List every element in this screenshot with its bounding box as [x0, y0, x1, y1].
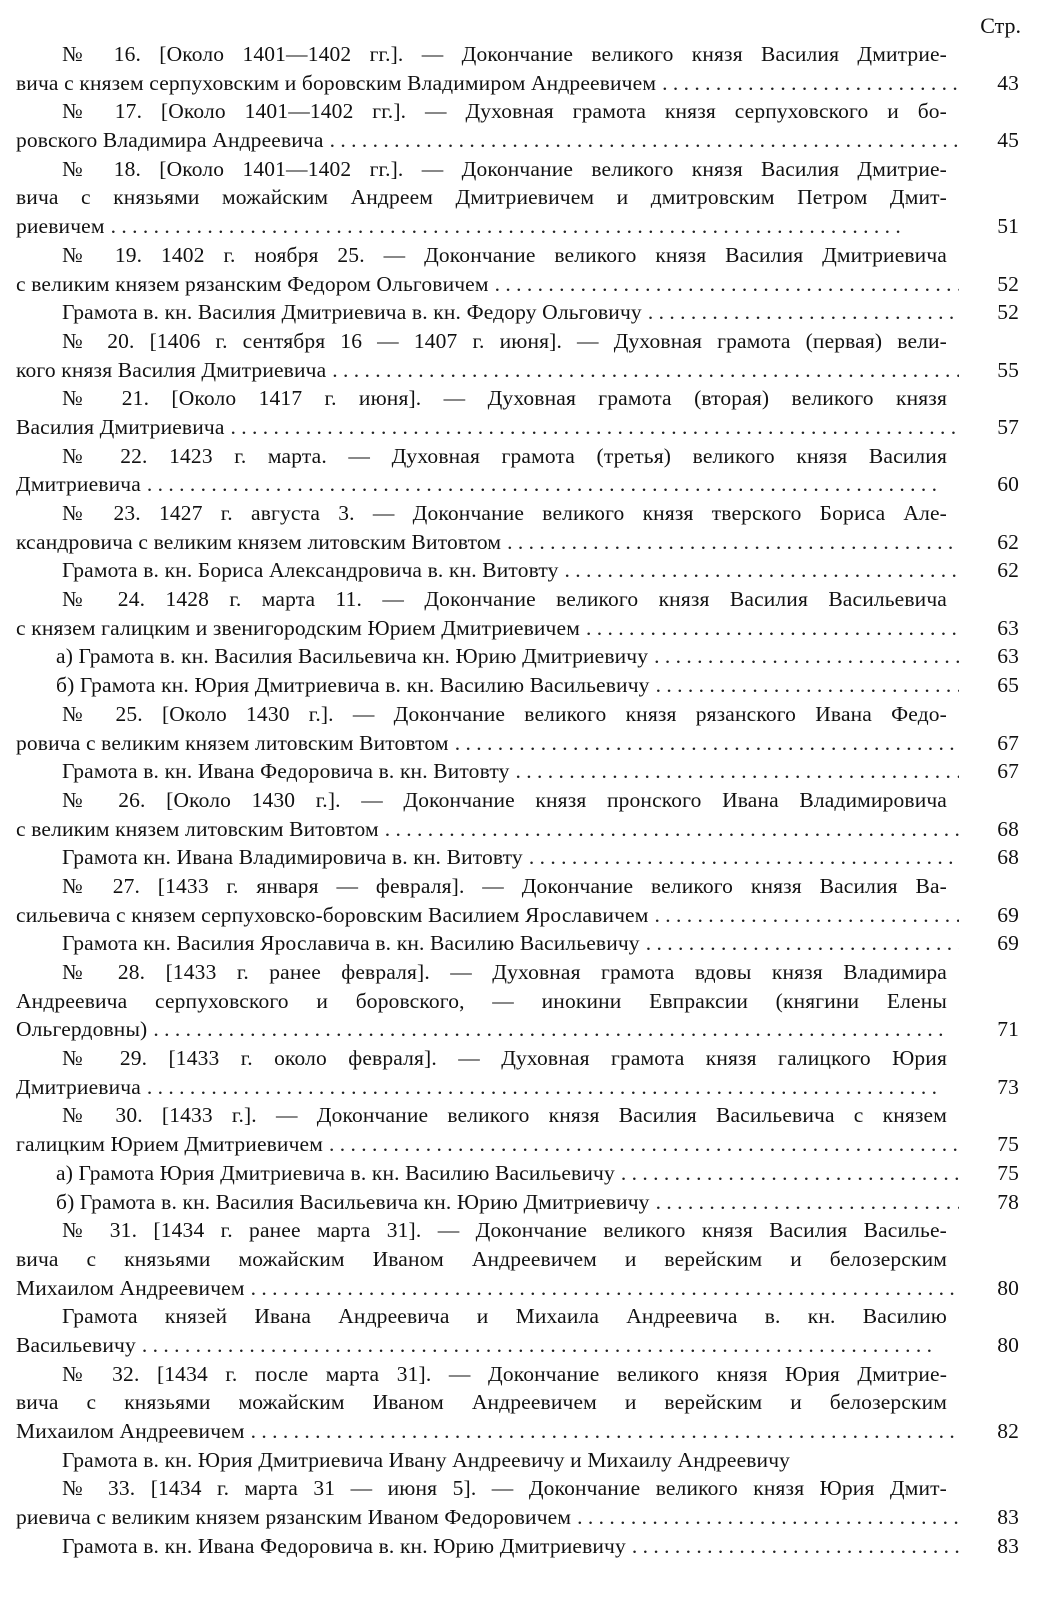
toc-entry-line	[16, 1159, 1019, 1188]
toc-entry-line	[16, 1245, 1019, 1274]
page-number: 51	[997, 214, 1019, 239]
toc-entry-text: Грамота князей Ивана Андреевича и Михаила Андреевича в. кн. Василию	[62, 1304, 947, 1329]
toc-entry-text: галицким Юрием Дмитриевичем	[16, 1132, 324, 1157]
dot-leader	[523, 843, 959, 872]
toc-entry-text: вича с князьями можайским Иваном Андреевичем и верейским и белозерским	[16, 1390, 947, 1415]
dot-leader	[449, 729, 959, 758]
dot-leader	[501, 528, 959, 557]
toc-entry-text: № 23. 1427 г. августа 3. — Докончание великого князя тверского Бориса Але-	[62, 501, 947, 525]
toc-entry-text: № 18. [Около 1401—1402 гг.]. — Докончание великого князя Василия Дмитрие-	[62, 156, 947, 181]
toc-entry-text: Грамота кн. Василия Ярославича в. кн. Василию Васильевичу	[62, 931, 640, 956]
toc-entry-line	[16, 212, 1019, 241]
toc-entry	[16, 40, 1019, 97]
toc-entry-text: Михаилом Андреевичем	[16, 1275, 245, 1300]
page-number: 65	[997, 673, 1019, 698]
toc-entry-line	[16, 499, 1019, 528]
page-number: 73	[997, 1074, 1019, 1099]
toc-entry	[16, 1302, 1019, 1359]
page-number: 67	[997, 730, 1019, 755]
dot-leader	[626, 1532, 959, 1561]
toc-entry	[16, 929, 1019, 958]
dot-leader	[324, 126, 959, 155]
toc-entry-text: с великим князем литовским Витовтом	[16, 816, 379, 841]
dot-leader	[648, 642, 959, 671]
toc-entry	[16, 786, 1019, 843]
page-number: 63	[997, 644, 1019, 669]
toc-entry-line	[16, 69, 1019, 98]
toc-entry-text: Ольгердовны)	[16, 1017, 148, 1042]
toc-entry-text: риевича с великим князем рязанским Иваном Федоровичем	[16, 1505, 572, 1530]
toc-entry	[16, 384, 1019, 441]
toc-entry-line	[16, 1216, 1019, 1245]
dot-leader	[225, 413, 959, 442]
page-number: 52	[997, 300, 1019, 325]
toc-entry-text: риевичем	[16, 214, 105, 239]
page-number: 57	[997, 414, 1019, 439]
toc-entry-text: ровича с великим князем литовским Витовтом	[16, 730, 449, 755]
toc-entry-line	[16, 958, 1019, 987]
toc-entry-line	[16, 671, 1019, 700]
toc-entry	[16, 1216, 1019, 1302]
page-number: 68	[997, 845, 1019, 870]
toc-entry-line	[16, 700, 1019, 729]
dot-leader	[147, 1015, 959, 1044]
toc-entry-text: Грамота в. кн. Василия Дмитриевича в. кн. Федору Ольговичу	[62, 300, 642, 325]
toc-entry	[16, 1532, 1019, 1561]
dot-leader	[580, 614, 959, 643]
toc-entry-text: ровского Владимира Андреевича	[16, 128, 324, 153]
toc-entry-line	[16, 614, 1019, 643]
toc-entry-line	[16, 1532, 1019, 1561]
toc-entry-line	[16, 1331, 1019, 1360]
dot-leader	[571, 1503, 959, 1532]
toc-entry-line	[16, 97, 1019, 126]
toc-entry-text: № 21. [Около 1417 г. июня]. — Духовная грамота (вторая) великого князя	[62, 386, 947, 411]
toc-entry-text: а) Грамота в. кн. Василия Васильевича кн. Юрию Дмитриевичу	[56, 644, 649, 669]
toc-entry	[16, 499, 1019, 556]
toc-entry-line	[16, 126, 1019, 155]
toc-entry-text: а) Грамота Юрия Дмитриевича в. кн. Василию Васильевичу	[56, 1160, 615, 1185]
dot-leader	[379, 815, 959, 844]
toc-entry-text: кого князя Василия Дмитриевича	[16, 357, 327, 382]
toc-entry-text: № 28. [1433 г. ранее февраля]. — Духовная грамота вдовы князя Владимира	[62, 960, 947, 984]
toc-entry-line	[16, 987, 1019, 1016]
dot-leader	[649, 901, 960, 930]
toc-entry	[16, 1101, 1019, 1158]
toc-entry-text: б) Грамота в. кн. Василия Васильевича кн. Юрию Дмитриевичу	[56, 1189, 650, 1214]
toc-entry	[16, 556, 1019, 585]
toc-entry-line	[16, 155, 1019, 184]
toc-entry-line	[16, 1474, 1019, 1503]
toc-entry	[16, 671, 1019, 700]
toc-entry	[16, 585, 1019, 642]
toc-entry-text: Грамота в. кн. Ивана Федоровича в. кн. Витовту	[62, 759, 510, 784]
dot-leader	[510, 757, 960, 786]
toc-entry-text: № 16. [Около 1401—1402 гг.]. — Докончание великого князя Василия Дмитрие-	[62, 42, 947, 66]
toc-entry-line	[16, 1503, 1019, 1532]
toc-entry-text: Васильевичу	[16, 1332, 136, 1357]
page-number: 69	[997, 931, 1019, 956]
page-number: 75	[997, 1160, 1019, 1185]
toc-entry-line	[16, 1360, 1019, 1389]
toc-entry	[16, 442, 1019, 499]
toc-entry	[16, 1188, 1019, 1217]
toc-entry-text: № 26. [Около 1430 г.]. — Докончание князя пронского Ивана Владимировича	[62, 787, 947, 812]
toc-entry-text: № 33. [1434 г. марта 31 — июня 5]. — Докончание великого князя Юрия Дмит-	[62, 1476, 947, 1501]
dot-leader	[656, 69, 959, 98]
toc-entry-line	[16, 1044, 1019, 1073]
toc-entry	[16, 872, 1019, 929]
toc-entry-text: Грамота в. кн. Бориса Александровича в. кн. Витовту	[62, 558, 559, 583]
page-number: 55	[997, 357, 1019, 382]
dot-leader	[245, 1417, 959, 1446]
toc-entry-line	[16, 585, 1019, 614]
page-number: 83	[997, 1505, 1019, 1530]
page-number: 75	[997, 1132, 1019, 1157]
toc-entry-text: № 20. [1406 г. сентября 16 — 1407 г. июня]. — Духовная грамота (первая) вели-	[62, 328, 947, 353]
page-number: 78	[997, 1189, 1019, 1214]
toc-entry	[16, 843, 1019, 872]
toc-entry-text: № 25. [Около 1430 г.]. — Докончание великого князя рязанского Ивана Федо-	[62, 701, 947, 726]
toc-entry-text: № 27. [1433 г. января — февраля]. — Докончание великого князя Василия Ва-	[62, 873, 947, 898]
toc-entry-line	[16, 528, 1019, 557]
toc-entry-line	[16, 327, 1019, 356]
toc-entry-line	[16, 241, 1019, 270]
page-number: 68	[997, 816, 1019, 841]
page-number: 60	[997, 472, 1019, 497]
toc-entry-text: Михаилом Андреевичем	[16, 1419, 245, 1443]
toc-entry	[16, 757, 1019, 786]
dot-leader	[650, 671, 959, 700]
toc-entry-text: Грамота в. кн. Ивана Федоровича в. кн. Юрию Дмитриевичу	[62, 1533, 626, 1558]
dot-leader	[326, 356, 959, 385]
toc-entry-line	[16, 642, 1019, 671]
toc-entry-line	[16, 556, 1019, 585]
dot-leader	[615, 1159, 959, 1188]
toc-entry-text: № 17. [Около 1401—1402 гг.]. — Духовная грамота князя серпуховского и бо-	[62, 99, 947, 124]
toc-entry	[16, 327, 1019, 384]
dot-leader	[642, 298, 959, 327]
page-number: 63	[997, 615, 1019, 640]
toc-entry	[16, 97, 1019, 154]
toc-entry-text: № 30. [1433 г.]. — Докончание великого князя Василия Васильевича с князем	[62, 1103, 947, 1128]
toc-entry-text: Грамота кн. Ивана Владимировича в. кн. Витовту	[62, 845, 523, 870]
page-number: 52	[997, 271, 1019, 296]
toc-entry-text: вича с князьями можайским Иваном Андреевичем и верейским и белозерским	[16, 1246, 947, 1271]
toc-entry-line	[16, 786, 1019, 815]
toc-entry-text: № 24. 1428 г. марта 11. — Докончание великого князя Василия Васильевича	[62, 587, 947, 612]
toc-entry-text: вича с князьями можайским Андреем Дмитриевичем и дмитровским Петром Дмит-	[16, 185, 947, 210]
toc-entry-line	[16, 1073, 1019, 1102]
toc-entry-line	[16, 1101, 1019, 1130]
toc-entry-line	[16, 413, 1019, 442]
toc-entry	[16, 241, 1019, 298]
toc-entry-line	[16, 470, 1019, 499]
toc-entry-line	[16, 442, 1019, 471]
page-number: 62	[997, 558, 1019, 583]
toc-entries	[16, 40, 1019, 1560]
toc-entry	[16, 700, 1019, 757]
toc-entry	[16, 642, 1019, 671]
toc-entry	[16, 958, 1019, 1044]
toc-entry-line	[16, 1188, 1019, 1217]
dot-leader	[245, 1274, 959, 1303]
page-number: 69	[997, 902, 1019, 927]
toc-entry-text: с князем галицким и звенигородским Юрием Дмитриевичем	[16, 615, 580, 640]
toc-entry-line	[16, 1302, 1019, 1331]
dot-leader	[136, 1331, 959, 1360]
toc-entry-text: сильевича с князем серпуховско-боровским Василием Ярославичем	[16, 902, 649, 927]
toc-entry	[16, 155, 1019, 241]
page-number: 83	[997, 1533, 1019, 1558]
page-number: 71	[997, 1017, 1019, 1042]
toc-entry-text: Дмитриевича	[16, 472, 141, 497]
toc-entry-text: Андреевича серпуховского и боровского, — инокини Евпраксии (княгини Елены	[16, 988, 947, 1013]
dot-leader	[559, 556, 959, 585]
dot-leader	[141, 470, 959, 499]
toc-entry-line	[16, 901, 1019, 930]
dot-leader	[489, 270, 959, 299]
toc-entry	[16, 1159, 1019, 1188]
toc-entry-line	[16, 384, 1019, 413]
toc-entry	[16, 1446, 1019, 1475]
toc-entry-text: Грамота в. кн. Юрия Дмитриевича Ивану Андреевичу и Михаилу Андреевичу	[62, 1447, 791, 1472]
toc-entry-line	[16, 298, 1019, 327]
toc-entry-line	[16, 1274, 1019, 1303]
toc-entry	[16, 298, 1019, 327]
toc-entry-line	[16, 757, 1019, 786]
page-number: 43	[997, 70, 1019, 95]
page-number: 80	[997, 1275, 1019, 1300]
toc-entry	[16, 1360, 1019, 1446]
toc-entry-line	[16, 729, 1019, 758]
toc-entry-text: № 19. 1402 г. ноября 25. — Докончание великого князя Василия Дмитриевича	[62, 242, 947, 267]
page-column-label: Стр.	[980, 13, 1021, 38]
toc-entry-line	[16, 270, 1019, 299]
toc-entry-text: ксандровича с великим князем литовским Витовтом	[16, 529, 502, 554]
dot-leader	[323, 1130, 959, 1159]
toc-entry-line	[16, 183, 1019, 212]
toc-entry	[16, 1474, 1019, 1531]
toc-entry-line	[16, 872, 1019, 901]
toc-entry-text: б) Грамота кн. Юрия Дмитриевича в. кн. Василию Васильевичу	[56, 673, 650, 698]
toc-entry-text: с великим князем рязанским Федором Ольговичем	[16, 271, 489, 296]
page-number: 45	[997, 128, 1019, 153]
toc-entry-line	[16, 843, 1019, 872]
toc-entry-line	[16, 1446, 1019, 1475]
toc-entry-line	[16, 1015, 1019, 1044]
toc-entry-line	[16, 1388, 1019, 1417]
toc-entry-text: Василия Дмитриевича	[16, 414, 225, 439]
toc-entry-text: № 29. [1433 г. около февраля]. — Духовная грамота князя галицкого Юрия	[62, 1046, 947, 1071]
toc-entry-line	[16, 40, 1019, 69]
toc-entry-text: № 32. [1434 г. после марта 31]. — Докончание великого князя Юрия Дмитрие-	[62, 1361, 947, 1386]
dot-leader	[650, 1188, 959, 1217]
dot-leader	[105, 212, 959, 241]
toc-entry-line	[16, 1130, 1019, 1159]
page-number: 80	[997, 1332, 1019, 1357]
toc-entry-text: Дмитриевича	[16, 1074, 141, 1099]
toc-entry	[16, 1044, 1019, 1101]
toc-entry-line	[16, 1417, 1019, 1446]
toc-entry-text: № 31. [1434 г. ранее марта 31]. — Докончание великого князя Василия Василье-	[62, 1218, 947, 1243]
page-number: 82	[997, 1419, 1019, 1443]
toc-entry-text: № 22. 1423 г. марта. — Духовная грамота (третья) великого князя Василия	[62, 443, 947, 468]
dot-leader	[640, 929, 959, 958]
page-number: 62	[997, 529, 1019, 554]
toc-entry-line	[16, 815, 1019, 844]
dot-leader	[141, 1073, 959, 1102]
page-number: 67	[997, 759, 1019, 784]
toc-entry-line	[16, 356, 1019, 385]
toc-entry-line	[16, 929, 1019, 958]
toc-entry-text: вича с князем серпуховским и боровским Владимиром Андреевичем	[16, 70, 657, 95]
